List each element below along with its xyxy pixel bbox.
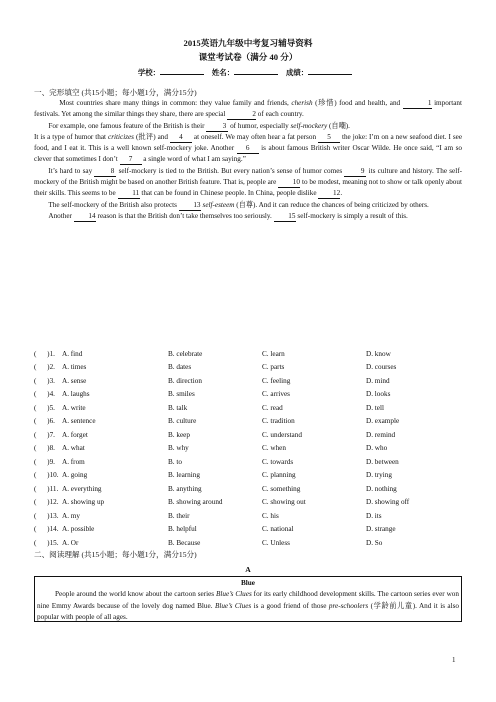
blank-15[interactable]: 15 xyxy=(274,212,296,222)
section2-heading: 二、阅读理解 (共15小题；每小题1分，满分15分) xyxy=(34,550,197,559)
option-a: A. forget xyxy=(62,430,88,439)
question-number[interactable]: ( )6. xyxy=(34,417,55,426)
option-c: C. Unless xyxy=(262,538,290,547)
option-c: C. read xyxy=(262,403,283,412)
option-b: B. dates xyxy=(168,363,192,372)
option-a: A. find xyxy=(62,349,83,358)
question-number[interactable]: ( )14. xyxy=(34,525,59,534)
blank-9[interactable]: 9 xyxy=(344,167,366,177)
blank-13[interactable]: 13 xyxy=(179,201,201,211)
blank-2[interactable]: 2 xyxy=(227,110,256,120)
option-b: B. smiles xyxy=(168,390,195,399)
option-c: C. parts xyxy=(262,363,285,372)
option-b: B. why xyxy=(168,444,189,453)
italic-term: pre-schoolers xyxy=(328,601,369,610)
passage-paragraph: It’s hard to say 8 self-mockery is tied to the British. But every nation’s sense of humor comes 9 its culture and history. The self-mockery of the British might be based on another British feature. That is, people are 10 to be modest, meaning not to show or talk openly about their skills. This seems to be 11 that can be found in Chinese people. In China, people dislike 12. xyxy=(34,166,462,198)
option-c: C. tradition xyxy=(262,417,295,426)
page-number: 1 xyxy=(452,656,456,664)
option-d: D. looks xyxy=(366,390,391,399)
option-b: B. direction xyxy=(168,376,202,385)
option-a: A. times xyxy=(62,363,87,372)
italic-term: self-mockery xyxy=(290,121,328,130)
option-b: B. to xyxy=(168,457,182,466)
option-d: D. strange xyxy=(366,525,396,534)
option-c: C. arrives xyxy=(262,390,290,399)
question-number[interactable]: ( )10. xyxy=(34,471,59,480)
student-info-line xyxy=(0,67,496,78)
option-b: B. keep xyxy=(168,430,190,439)
reading-text: People around the world know about the cartoon series Blue’s Clues for its early childhood development skills. The cartoon series ever won nine Emmy Awards because of the lovely dog named Blue. Blue’s Clues is a good friend of those pre-schoolers (学龄前儿童). And it is also popular with people of all ages. xyxy=(37,590,460,621)
cloze-passage xyxy=(34,98,462,222)
question-row xyxy=(34,469,464,483)
blank-14[interactable]: 14 xyxy=(74,212,96,222)
italic-term: Blue’s Clues xyxy=(214,601,252,610)
name-label: 姓名： xyxy=(211,68,235,77)
question-row xyxy=(34,455,464,469)
section1-heading: 一、完形填空 (共15小题；每小题1分，满分15分) xyxy=(34,88,197,97)
reading-box xyxy=(34,576,462,622)
question-row xyxy=(34,523,464,537)
option-d: D. showing off xyxy=(366,498,410,507)
option-b: B. helpful xyxy=(168,525,197,534)
option-c: C. towards xyxy=(262,457,294,466)
blank-11[interactable]: 11 xyxy=(118,189,140,199)
question-row xyxy=(34,428,464,442)
question-number[interactable]: ( )1. xyxy=(34,349,55,358)
question-row xyxy=(34,415,464,429)
passage-paragraph: For example, one famous feature of the British is their 3 of humor, especially self-mockery (自嘲). xyxy=(48,121,350,130)
option-d: D. who xyxy=(366,444,388,453)
blank-12[interactable]: 12 xyxy=(318,189,340,199)
option-d: D. tell xyxy=(366,403,384,412)
cloze-options-table xyxy=(34,347,464,550)
passage-paragraph: Another 14 reason is that the British don’t take themselves too seriously. 15 self-mockery is simply a result of this. xyxy=(48,211,408,220)
option-c: C. showing out xyxy=(262,498,306,507)
passage-paragraph: It is a type of humor that criticizes (批评) and 4 at oneself. We may often hear a fat person 5 the joke: I’m on a new seafood diet. I see food, and I eat it. This is a well known self-mockery joke. Another 6 is about famous British writer Oscar Wilde. He once said, “I am so clever that sometimes I don’t 7 a single word of what I am saying.” xyxy=(34,132,463,164)
option-c: C. learn xyxy=(262,349,285,358)
option-d: D. its xyxy=(366,511,382,520)
passage-label: A xyxy=(245,565,251,574)
passage-paragraph: The self-mockery of the British also protects 13 self-esteem (自尊). And it can reduce the chances of being criticized by others. xyxy=(48,200,429,209)
option-d: D. trying xyxy=(366,471,392,480)
question-row xyxy=(34,401,464,415)
option-c: C. something xyxy=(262,484,301,493)
question-number[interactable]: ( )2. xyxy=(34,363,55,372)
question-row xyxy=(34,442,464,456)
option-b: B. talk xyxy=(168,403,188,412)
option-b: B. Because xyxy=(168,538,201,547)
reading-title: Blue xyxy=(241,579,255,587)
question-number[interactable]: ( )5. xyxy=(34,403,55,412)
score-blank[interactable] xyxy=(308,67,352,75)
option-c: C. planning xyxy=(262,471,296,480)
question-row xyxy=(34,496,464,510)
italic-term: cherish xyxy=(291,99,313,107)
option-a: A. Or xyxy=(62,538,79,547)
option-d: D. example xyxy=(366,417,400,426)
option-a: A. my xyxy=(62,511,80,520)
blank-8[interactable]: 8 xyxy=(94,167,116,177)
option-c: C. national xyxy=(262,525,294,534)
italic-term: self-esteem xyxy=(202,200,235,209)
document-subtitle: 课堂考试卷（满分 40 分） xyxy=(198,52,298,62)
document-title: 2015英语九年级中考复习辅导资料 xyxy=(183,38,313,48)
option-c: C. his xyxy=(262,511,279,520)
blank-1[interactable]: 1 xyxy=(403,99,432,109)
question-row xyxy=(34,347,464,361)
option-a: A. possible xyxy=(62,525,95,534)
option-c: C. when xyxy=(262,444,286,453)
question-row xyxy=(34,509,464,523)
question-number[interactable]: ( )11. xyxy=(34,484,59,493)
blank-5[interactable]: 5 xyxy=(318,133,340,143)
option-a: A. what xyxy=(62,444,85,453)
question-number[interactable]: ( )7. xyxy=(34,430,55,439)
question-number[interactable]: ( )15. xyxy=(34,538,59,547)
option-c: C. understand xyxy=(262,430,302,439)
question-number[interactable]: ( )12. xyxy=(34,498,59,507)
option-b: B. showing around xyxy=(168,498,223,507)
option-d: D. know xyxy=(366,349,391,358)
blank-7[interactable]: 7 xyxy=(120,155,142,165)
option-b: B. celebrate xyxy=(168,349,203,358)
blank-10[interactable]: 10 xyxy=(278,178,300,188)
option-c: C. feeling xyxy=(262,376,291,385)
question-row xyxy=(34,374,464,388)
option-d: D. between xyxy=(366,457,399,466)
blank-3[interactable]: 3 xyxy=(206,122,228,132)
option-a: A. sentence xyxy=(62,417,96,426)
option-d: D. courses xyxy=(366,363,397,372)
score-label: 成绩： xyxy=(285,68,309,77)
school-label: 学校： xyxy=(137,68,161,77)
question-number[interactable]: ( )8. xyxy=(34,444,55,453)
option-d: D. remind xyxy=(366,430,396,439)
school-blank[interactable] xyxy=(160,67,204,75)
option-a: A. going xyxy=(62,471,88,480)
question-number[interactable]: ( )13. xyxy=(34,511,59,520)
question-row xyxy=(34,482,464,496)
option-a: A. write xyxy=(62,403,86,412)
option-d: D. mind xyxy=(366,376,390,385)
name-blank[interactable] xyxy=(234,67,278,75)
option-b: B. anything xyxy=(168,484,202,493)
option-d: D. nothing xyxy=(366,484,397,493)
option-a: A. showing up xyxy=(62,498,105,507)
option-b: B. learning xyxy=(168,471,200,480)
question-number[interactable]: ( )4. xyxy=(34,390,55,399)
option-d: D. So xyxy=(366,538,383,547)
italic-term: Blue’s Clues xyxy=(216,590,252,599)
italic-term: criticizes xyxy=(108,132,134,141)
question-row xyxy=(34,361,464,375)
option-b: B. culture xyxy=(168,417,197,426)
option-a: A. everything xyxy=(62,484,102,493)
question-row xyxy=(34,536,464,550)
option-a: A. from xyxy=(62,457,85,466)
option-a: A. laughs xyxy=(62,390,90,399)
option-a: A. sense xyxy=(62,376,87,385)
option-b: B. their xyxy=(168,511,190,520)
passage-paragraph: Most countries share many things in common: they value family and friends, cherish (珍惜) food and health, and 1 important festivals. Yet among the similar things they share, there are special 2 of each country. xyxy=(34,99,463,119)
blank-6[interactable]: 6 xyxy=(237,144,259,154)
blank-4[interactable]: 4 xyxy=(170,133,192,143)
question-number[interactable]: ( )9. xyxy=(34,457,55,466)
question-row xyxy=(34,388,464,402)
question-number[interactable]: ( )3. xyxy=(34,376,55,385)
